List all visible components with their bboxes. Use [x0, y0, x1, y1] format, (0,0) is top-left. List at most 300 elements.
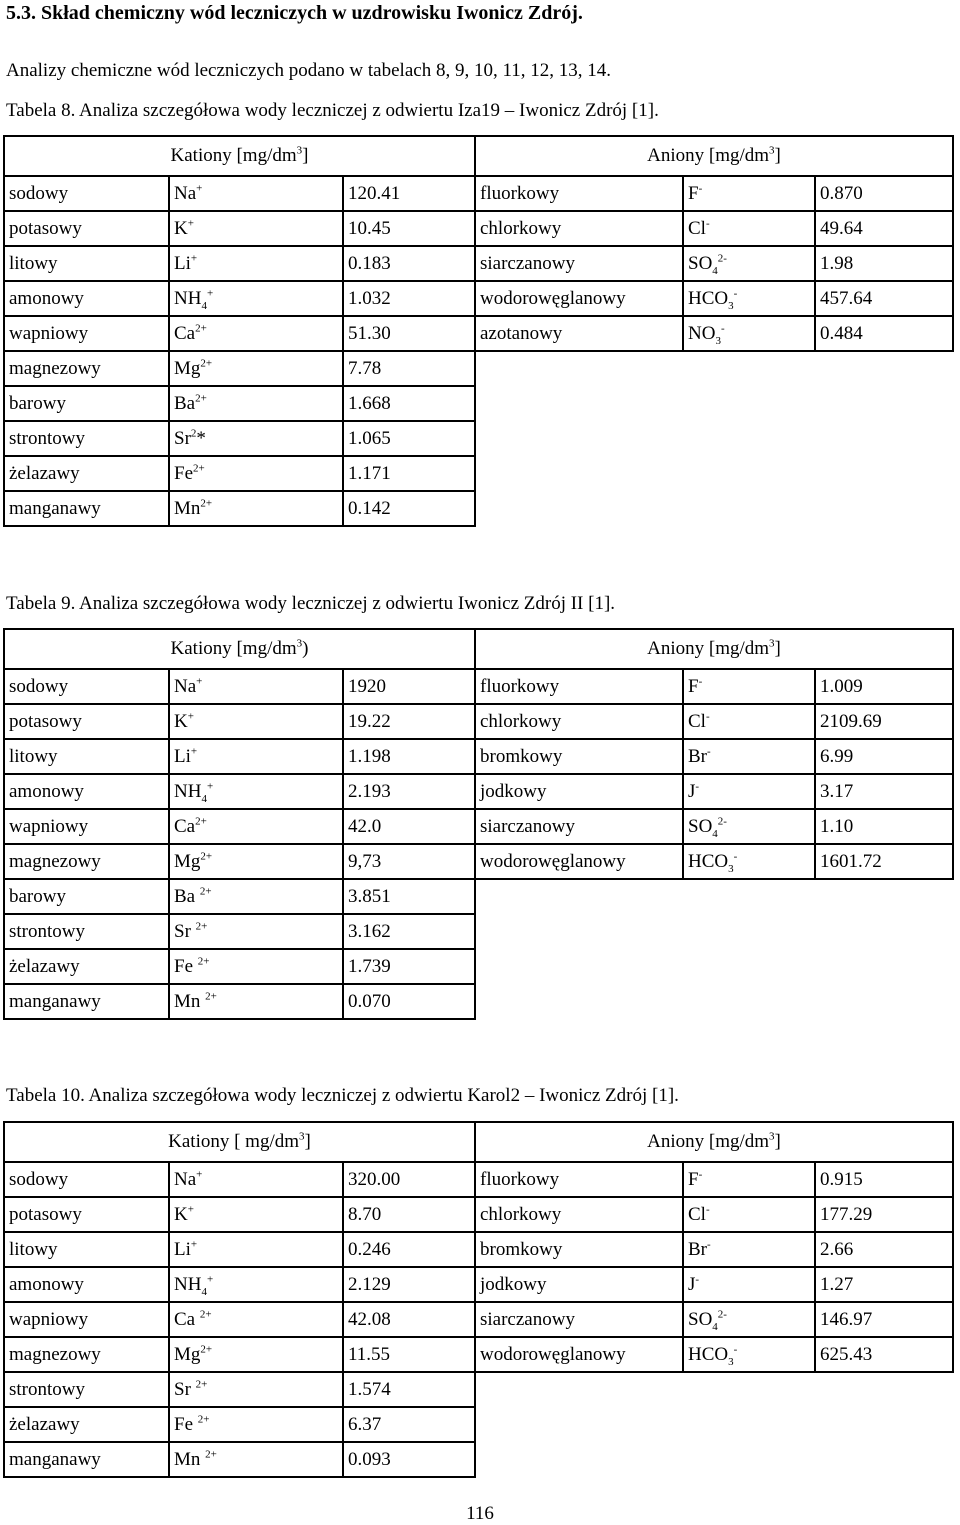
anion-formula [683, 246, 815, 281]
cation-name: manganawy [4, 1442, 169, 1477]
ion-symbol: Ca [174, 323, 196, 344]
anion-name: wodorowęglanowy [475, 1337, 683, 1372]
cation-value: 0.093 [343, 1442, 475, 1477]
cation-formula [169, 456, 343, 491]
header-text: Aniony [mg/dm [647, 638, 770, 659]
cation-name: amonowy [4, 1267, 169, 1302]
cation-value: 1.668 [343, 386, 475, 421]
ion-charge: + [187, 1203, 194, 1216]
ion-symbol: K [174, 711, 188, 732]
table-row [4, 739, 953, 774]
cation-formula [169, 1407, 343, 1442]
table-row [4, 1232, 953, 1267]
header-text: Kationy [ mg/dm [168, 1131, 300, 1152]
ion-charge: 2- [717, 252, 727, 265]
table-row [4, 246, 953, 281]
ion-charge: 2+ [197, 955, 210, 968]
ion-charge: - [707, 745, 711, 758]
ion-charge: - [733, 850, 738, 863]
table-9 [3, 628, 954, 1020]
cation-value: 0.183 [343, 246, 475, 281]
header-close: ] [774, 638, 781, 659]
ion-charge: + [196, 675, 203, 688]
cation-name: sodowy [4, 669, 169, 704]
table-10-caption: Tabela 10. Analiza szczegółowa wody leczniczej z odwiertu Karol2 – Iwonicz Zdrój [1]. [6, 1085, 679, 1106]
ion-charge: + [206, 1273, 214, 1286]
cation-formula [169, 246, 343, 281]
ion-symbol: Li [174, 746, 191, 767]
table-8 [3, 135, 954, 527]
cation-name: wapniowy [4, 316, 169, 351]
cation-formula [169, 1267, 343, 1302]
cation-name: wapniowy [4, 809, 169, 844]
ion-symbol: Fe [174, 956, 198, 977]
ion-symbol: Ba [174, 393, 196, 414]
ion-charge: 2+ [195, 322, 207, 335]
cation-formula [169, 211, 343, 246]
ion-symbol: SO [688, 1309, 713, 1330]
ion-symbol: F [688, 676, 699, 697]
cation-formula [169, 1162, 343, 1197]
ion-subscript: 4 [712, 264, 718, 277]
cation-formula [169, 1372, 343, 1407]
ion-symbol: SO [688, 816, 713, 837]
cation-value: 6.37 [343, 1407, 475, 1442]
cation-formula [169, 1197, 343, 1232]
ion-charge: - [705, 217, 710, 230]
anion-value: 457.64 [815, 281, 953, 316]
table-row [4, 774, 953, 809]
empty-cell [475, 491, 953, 526]
cation-value: 1.739 [343, 949, 475, 984]
cation-value: 9,73 [343, 844, 475, 879]
ion-charge: + [190, 745, 198, 758]
cation-name: litowy [4, 1232, 169, 1267]
anion-formula [683, 316, 815, 351]
header-exponent: 3 [296, 637, 303, 650]
cation-value: 1.574 [343, 1372, 475, 1407]
cation-value: 1.198 [343, 739, 475, 774]
anion-formula [683, 809, 815, 844]
empty-cell [475, 456, 953, 491]
ion-charge: 2- [717, 1308, 727, 1321]
ion-charge: - [698, 675, 703, 688]
cation-name: magnezowy [4, 351, 169, 386]
ion-charge: - [705, 710, 710, 723]
anion-value: 1.98 [815, 246, 953, 281]
table-row [4, 421, 953, 456]
table-row [4, 1162, 953, 1197]
table-row [4, 211, 953, 246]
cation-name: żelazawy [4, 456, 169, 491]
anion-name: jodkowy [475, 1267, 683, 1302]
cation-value: 0.142 [343, 491, 475, 526]
ion-symbol: Sr [174, 428, 191, 449]
cation-name: strontowy [4, 1372, 169, 1407]
cation-formula [169, 1337, 343, 1372]
anion-value: 0.484 [815, 316, 953, 351]
anion-name: bromkowy [475, 739, 683, 774]
anion-formula [683, 211, 815, 246]
cation-value: 1920 [343, 669, 475, 704]
intro-text: Analizy chemiczne wód leczniczych podano w tabelach 8, 9, 10, 11, 12, 13, 14. [6, 60, 611, 81]
ion-charge: 2+ [197, 1413, 210, 1426]
empty-cell [475, 1407, 953, 1442]
ion-symbol: Sr [174, 921, 196, 942]
table-row [4, 844, 953, 879]
cation-value: 120.41 [343, 176, 475, 211]
cation-name: barowy [4, 386, 169, 421]
ion-symbol: NO [688, 323, 716, 344]
anion-name: bromkowy [475, 1232, 683, 1267]
table-10 [3, 1121, 954, 1478]
ion-subscript: 4 [712, 827, 718, 840]
anion-formula [683, 1267, 815, 1302]
ion-charge: 2+ [199, 1308, 212, 1321]
cation-value: 1.065 [343, 421, 475, 456]
cation-value: 0.246 [343, 1232, 475, 1267]
ion-symbol: SO [688, 253, 713, 274]
ion-subscript: 3 [728, 862, 734, 875]
ion-symbol: Cl [688, 218, 706, 239]
ion-symbol: Br [688, 1239, 707, 1260]
anion-name: siarczanowy [475, 246, 683, 281]
ion-charge: 2 [190, 427, 197, 440]
table-row [4, 456, 953, 491]
header-close: ] [304, 1131, 311, 1152]
ion-symbol: HCO [688, 1344, 729, 1365]
cations-header [4, 1122, 475, 1162]
ion-charge: - [707, 1238, 711, 1251]
ion-charge: 2+ [200, 1343, 213, 1356]
anion-formula [683, 281, 815, 316]
empty-cell [475, 984, 953, 1019]
empty-cell [475, 1372, 953, 1407]
ion-symbol: Mn [174, 991, 206, 1012]
anion-value: 146.97 [815, 1302, 953, 1337]
ion-charge: + [196, 182, 203, 195]
cation-value: 8.70 [343, 1197, 475, 1232]
ion-symbol: HCO [688, 851, 729, 872]
ion-symbol: NH [174, 288, 202, 309]
header-close: ) [302, 638, 309, 659]
anion-value: 2.66 [815, 1232, 953, 1267]
cation-formula [169, 386, 343, 421]
ion-symbol: J [688, 1274, 696, 1295]
cation-name: litowy [4, 246, 169, 281]
cation-formula [169, 491, 343, 526]
ion-charge: 2+ [195, 392, 207, 405]
header-text: Aniony [mg/dm [647, 1131, 770, 1152]
anion-formula [683, 774, 815, 809]
cation-name: sodowy [4, 1162, 169, 1197]
ion-charge: 2+ [195, 815, 207, 828]
anion-value: 49.64 [815, 211, 953, 246]
empty-cell [475, 386, 953, 421]
header-text: Aniony [mg/dm [647, 145, 770, 166]
ion-subscript: 3 [715, 334, 721, 347]
table-header-row [4, 136, 953, 176]
cation-formula [169, 844, 343, 879]
ion-charge: - [733, 1343, 738, 1356]
cation-value: 0.070 [343, 984, 475, 1019]
cation-value: 1.171 [343, 456, 475, 491]
cations-header [4, 629, 475, 669]
ion-symbol: Mn [174, 498, 201, 519]
ion-symbol: Mg [174, 358, 201, 379]
anion-formula [683, 739, 815, 774]
ion-charge: 2+ [195, 1378, 208, 1391]
ion-charge: 2+ [195, 920, 208, 933]
cation-name: strontowy [4, 421, 169, 456]
anion-value: 6.99 [815, 739, 953, 774]
table-header-row [4, 629, 953, 669]
anion-name: siarczanowy [475, 809, 683, 844]
ion-symbol: Na [174, 183, 197, 204]
ion-note-mark: * [196, 428, 206, 449]
cation-formula [169, 949, 343, 984]
ion-charge: - [733, 287, 738, 300]
ion-symbol: Ca [174, 1309, 200, 1330]
cation-name: potasowy [4, 211, 169, 246]
empty-cell [475, 879, 953, 914]
cation-value: 3.162 [343, 914, 475, 949]
ion-charge: + [206, 287, 214, 300]
ion-symbol: Na [174, 1169, 197, 1190]
cation-name: manganawy [4, 984, 169, 1019]
cation-formula [169, 421, 343, 456]
anion-value: 1.10 [815, 809, 953, 844]
table-row [4, 316, 953, 351]
ion-symbol: Na [174, 676, 197, 697]
section-heading: 5.3. Skład chemiczny wód leczniczych w uzdrowisku Iwonicz Zdrój. [6, 2, 583, 24]
table-row [4, 351, 953, 386]
cation-name: żelazawy [4, 949, 169, 984]
cation-name: manganawy [4, 491, 169, 526]
ion-charge: - [695, 780, 700, 793]
header-close: ] [774, 1131, 781, 1152]
ion-symbol: Fe [174, 463, 193, 484]
anions-header [475, 1122, 953, 1162]
ion-subscript: 3 [728, 1355, 734, 1368]
table-row [4, 386, 953, 421]
anions-header [475, 136, 953, 176]
anion-formula [683, 1337, 815, 1372]
cation-formula [169, 176, 343, 211]
anion-formula [683, 669, 815, 704]
anion-name: fluorkowy [475, 669, 683, 704]
cation-formula [169, 704, 343, 739]
cation-formula [169, 669, 343, 704]
anion-name: siarczanowy [475, 1302, 683, 1337]
cation-value: 51.30 [343, 316, 475, 351]
table-row [4, 879, 953, 914]
ion-charge: 2+ [200, 357, 213, 370]
table-row [4, 1337, 953, 1372]
anions-header [475, 629, 953, 669]
header-close: ] [774, 145, 781, 166]
cation-name: barowy [4, 879, 169, 914]
header-exponent: 3 [296, 144, 303, 157]
anion-formula [683, 176, 815, 211]
cation-value: 2.193 [343, 774, 475, 809]
ion-symbol: Mg [174, 851, 201, 872]
anion-value: 0.915 [815, 1162, 953, 1197]
header-exponent: 3 [769, 637, 775, 650]
table-row [4, 949, 953, 984]
cations-header [4, 136, 475, 176]
ion-charge: - [698, 1168, 703, 1181]
header-close: ] [302, 145, 309, 166]
ion-symbol: Cl [688, 711, 706, 732]
ion-symbol: HCO [688, 288, 729, 309]
ion-charge: - [705, 1203, 710, 1216]
anion-name: wodorowęglanowy [475, 281, 683, 316]
table-row [4, 914, 953, 949]
anion-formula [683, 1232, 815, 1267]
ion-symbol: Cl [688, 1204, 706, 1225]
cation-name: wapniowy [4, 1302, 169, 1337]
ion-charge: + [190, 1238, 198, 1251]
table-9-caption: Tabela 9. Analiza szczegółowa wody leczniczej z odwiertu Iwonicz Zdrój II [1]. [6, 593, 616, 614]
ion-symbol: Ba [174, 886, 200, 907]
ion-charge: 2+ [205, 990, 217, 1003]
ion-symbol: Br [688, 746, 707, 767]
ion-symbol: Li [174, 253, 191, 274]
cation-formula [169, 1302, 343, 1337]
table-row [4, 281, 953, 316]
cation-formula [169, 739, 343, 774]
empty-cell [475, 421, 953, 456]
cation-name: potasowy [4, 1197, 169, 1232]
header-text: Kationy [mg/dm [170, 145, 297, 166]
table-8-caption: Tabela 8. Analiza szczegółowa wody leczniczej z odwiertu Iza19 – Iwonicz Zdrój [1]. [6, 100, 659, 121]
anion-value: 3.17 [815, 774, 953, 809]
cation-name: litowy [4, 739, 169, 774]
header-exponent: 3 [769, 1130, 775, 1143]
ion-symbol: Mn [174, 1449, 206, 1470]
anion-value: 1601.72 [815, 844, 953, 879]
cation-formula [169, 316, 343, 351]
ion-subscript: 4 [201, 299, 207, 312]
cation-value: 320.00 [343, 1162, 475, 1197]
ion-symbol: J [688, 781, 696, 802]
table-row [4, 984, 953, 1019]
anion-name: fluorkowy [475, 176, 683, 211]
empty-cell [475, 351, 953, 386]
anion-name: fluorkowy [475, 1162, 683, 1197]
cation-name: magnezowy [4, 1337, 169, 1372]
cation-formula [169, 879, 343, 914]
anion-formula [683, 844, 815, 879]
anion-name: chlorkowy [475, 704, 683, 739]
ion-subscript: 4 [201, 792, 207, 805]
cation-name: żelazawy [4, 1407, 169, 1442]
ion-subscript: 4 [201, 1285, 207, 1298]
ion-charge: + [190, 252, 198, 265]
header-exponent: 3 [769, 144, 775, 157]
ion-symbol: F [688, 183, 699, 204]
table-row [4, 1442, 953, 1477]
anion-name: jodkowy [475, 774, 683, 809]
anion-value: 0.870 [815, 176, 953, 211]
cation-value: 10.45 [343, 211, 475, 246]
ion-symbol: K [174, 218, 188, 239]
cation-value: 42.0 [343, 809, 475, 844]
ion-symbol: Fe [174, 1414, 198, 1435]
ion-charge: + [187, 217, 194, 230]
ion-charge: + [187, 710, 194, 723]
ion-symbol: Sr [174, 1379, 196, 1400]
cation-formula [169, 281, 343, 316]
anion-value: 177.29 [815, 1197, 953, 1232]
cation-value: 11.55 [343, 1337, 475, 1372]
ion-symbol: K [174, 1204, 188, 1225]
table-row [4, 491, 953, 526]
cation-value: 1.032 [343, 281, 475, 316]
table-row [4, 1197, 953, 1232]
anion-formula [683, 1162, 815, 1197]
anion-value: 1.27 [815, 1267, 953, 1302]
table-row [4, 809, 953, 844]
cation-value: 2.129 [343, 1267, 475, 1302]
ion-symbol: F [688, 1169, 699, 1190]
anion-name: wodorowęglanowy [475, 844, 683, 879]
anion-formula [683, 704, 815, 739]
cation-name: strontowy [4, 914, 169, 949]
ion-symbol: NH [174, 781, 202, 802]
cation-formula [169, 809, 343, 844]
ion-symbol: Mg [174, 1344, 201, 1365]
table-header-row [4, 1122, 953, 1162]
anion-value: 2109.69 [815, 704, 953, 739]
empty-cell [475, 1442, 953, 1477]
anion-value: 1.009 [815, 669, 953, 704]
anion-name: azotanowy [475, 316, 683, 351]
table-row [4, 1267, 953, 1302]
ion-charge: - [698, 182, 703, 195]
table-row [4, 669, 953, 704]
ion-charge: - [695, 1273, 700, 1286]
ion-charge: 2+ [199, 885, 212, 898]
ion-charge: + [196, 1168, 203, 1181]
table-row [4, 1407, 953, 1442]
cation-value: 42.08 [343, 1302, 475, 1337]
empty-cell [475, 949, 953, 984]
ion-symbol: Ca [174, 816, 196, 837]
cation-value: 7.78 [343, 351, 475, 386]
ion-symbol: NH [174, 1274, 202, 1295]
table-row [4, 704, 953, 739]
cation-name: sodowy [4, 176, 169, 211]
anion-name: chlorkowy [475, 211, 683, 246]
ion-charge: 2+ [205, 1448, 217, 1461]
cation-formula [169, 984, 343, 1019]
ion-charge: 2+ [200, 497, 213, 510]
ion-subscript: 3 [728, 299, 734, 312]
anion-formula [683, 1302, 815, 1337]
table-row [4, 1372, 953, 1407]
cation-value: 3.851 [343, 879, 475, 914]
cation-formula [169, 1232, 343, 1267]
ion-charge: 2+ [193, 462, 205, 475]
anion-name: chlorkowy [475, 1197, 683, 1232]
page-number: 116 [466, 1503, 494, 1524]
table-row [4, 176, 953, 211]
cation-formula [169, 914, 343, 949]
ion-charge: - [720, 322, 725, 335]
cation-name: amonowy [4, 774, 169, 809]
